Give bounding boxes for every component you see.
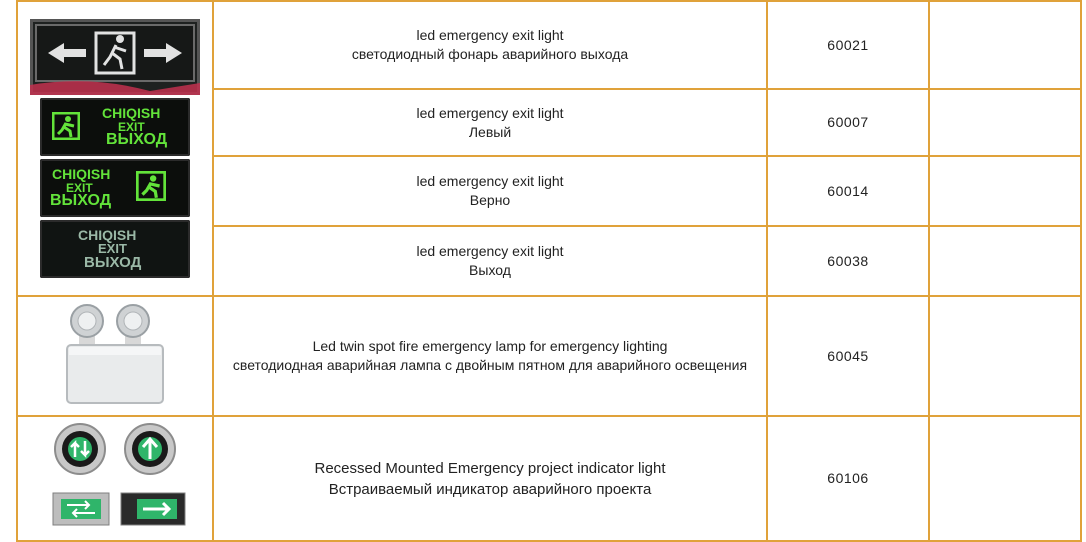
exit-signs-image-cell	[17, 1, 213, 296]
sign-text-line1: CHIQISH	[102, 105, 161, 121]
description-en: led emergency exit light	[416, 104, 564, 121]
description-en: led emergency exit light	[416, 243, 564, 259]
empty-cell	[929, 296, 1081, 416]
sign-text-line3: ВЫХОД	[106, 131, 168, 148]
up-down-arrows-icon	[55, 424, 105, 474]
sign-text-line1: CHIQISH	[78, 227, 137, 243]
sign-text-line3: ВЫХОД	[84, 254, 142, 271]
product-code: 60038	[767, 226, 929, 296]
table-row	[17, 416, 1081, 541]
indicator-light-image-cell	[17, 416, 213, 541]
product-code: 60021	[767, 1, 929, 89]
empty-cell	[929, 89, 1081, 156]
right-arrow-icon	[121, 493, 185, 525]
product-code: 60007	[767, 89, 929, 156]
description-en: led emergency exit light	[416, 173, 564, 189]
product-description	[213, 156, 767, 226]
product-description	[213, 1, 767, 89]
twin-spot-lamp-image-cell	[17, 296, 213, 416]
exit-sign-left-photo	[40, 98, 190, 156]
exit-sign-right-photo	[40, 159, 190, 217]
table-row	[17, 1, 1081, 89]
running-man-exit-icon	[136, 171, 166, 201]
empty-cell	[929, 226, 1081, 296]
empty-cell	[929, 156, 1081, 226]
product-description	[213, 89, 767, 156]
up-arrow-icon	[125, 424, 175, 474]
left-right-arrows-icon	[53, 493, 109, 525]
description-ru: Выход	[469, 262, 511, 278]
sign-text-line2: EXIT	[66, 181, 93, 195]
description-ru: Верно	[469, 192, 511, 208]
sign-text-line3: ВЫХОД	[50, 192, 112, 209]
product-description	[213, 416, 767, 541]
empty-cell	[929, 1, 1081, 89]
exit-sign-photo	[40, 220, 190, 278]
description-ru: светодиодная аварийная лампа с двойным пятном для аварийного освещения	[232, 357, 748, 373]
twin-spot-lamp-icon	[55, 299, 175, 409]
product-code: 60045	[767, 296, 929, 416]
product-description	[213, 296, 767, 416]
running-man-exit-icon	[52, 112, 80, 140]
product-code: 60014	[767, 156, 929, 226]
description-ru: светодиодный фонарь аварийного выхода	[351, 46, 629, 62]
table-row	[17, 296, 1081, 416]
running-man-exit-icon	[30, 19, 200, 95]
description-ru: Левый	[468, 123, 512, 140]
product-code: 60106	[767, 416, 929, 541]
exit-sign-white-arrows-photo	[30, 19, 200, 95]
description-ru: Встраиваемый индикатор аварийного проекта	[328, 480, 652, 498]
sign-text-line2: EXIT	[98, 241, 127, 256]
description-en: Recessed Mounted Emergency project indicator light	[314, 459, 666, 477]
sign-text-line1: CHIQISH	[52, 166, 111, 182]
description-en: led emergency exit light	[416, 27, 564, 43]
product-table	[16, 0, 1082, 542]
product-description	[213, 226, 767, 296]
empty-cell	[929, 416, 1081, 541]
indicator-lights-photo	[35, 421, 195, 531]
description-en: Led twin spot fire emergency lamp for emergency lighting	[312, 338, 668, 354]
sign-text-line2: EXIT	[118, 120, 145, 134]
